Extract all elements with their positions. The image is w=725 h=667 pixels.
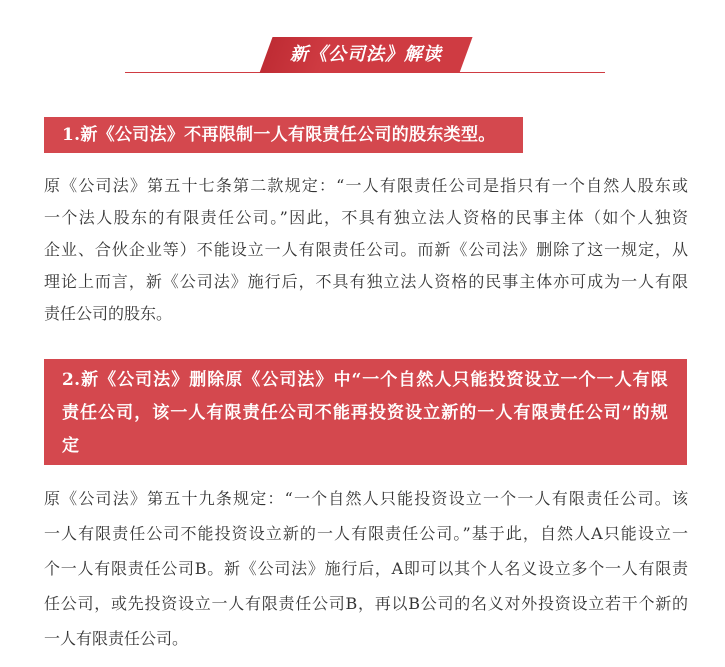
- heading-line: 1.新《公司法》不再限制一人有限责任公司的股东类型。: [62, 125, 496, 145]
- heading-line: 定: [62, 436, 80, 456]
- body-line: 原《公司法》第五十七条第二款规定：“一人有限责任公司是指只有一个自然人股东或: [44, 176, 688, 195]
- body-line: 一个法人股东的有限责任公司。”因此，不具有独立法人资格的民事主体（如个人独资: [44, 208, 688, 227]
- body-line: 原《公司法》第五十九条规定：“一个自然人只能投资设立一个一人有限责任公司。该: [44, 489, 688, 508]
- section-1-heading: [44, 117, 523, 153]
- section-1-body: [44, 170, 688, 330]
- body-line: 理论上而言，新《公司法》施行后，不具有独立法人资格的民事主体亦可成为一人有限: [44, 272, 688, 291]
- body-line: 企业、合伙企业等）不能设立一人有限责任公司。而新《公司法》删除了这一规定，从: [44, 240, 688, 259]
- heading-line: 2.新《公司法》删除原《公司法》中“一个自然人只能投资设立一个一人有限: [62, 370, 668, 390]
- article-title: 新《公司法》解读: [290, 44, 442, 65]
- body-line: 个一人有限责任公司B。新《公司法》施行后，A即可以其个人名义设立多个一人有限责: [44, 559, 688, 578]
- section-2-heading: [44, 359, 687, 465]
- body-line: 一人有限责任公司不能投资设立新的一人有限责任公司。”基于此，自然人A只能设立一: [44, 524, 688, 543]
- heading-line: 责任公司，该一人有限责任公司不能再投资设立新的一人有限责任公司”的规: [62, 403, 668, 423]
- body-line: 任公司，或先投资设立一人有限责任公司B，再以B公司的名义对外投资设立若干个新的: [44, 594, 688, 613]
- section-2-body: [44, 481, 688, 656]
- body-line: 责任公司的股东。: [44, 304, 173, 323]
- body-line: 一人有限责任公司。: [44, 629, 189, 648]
